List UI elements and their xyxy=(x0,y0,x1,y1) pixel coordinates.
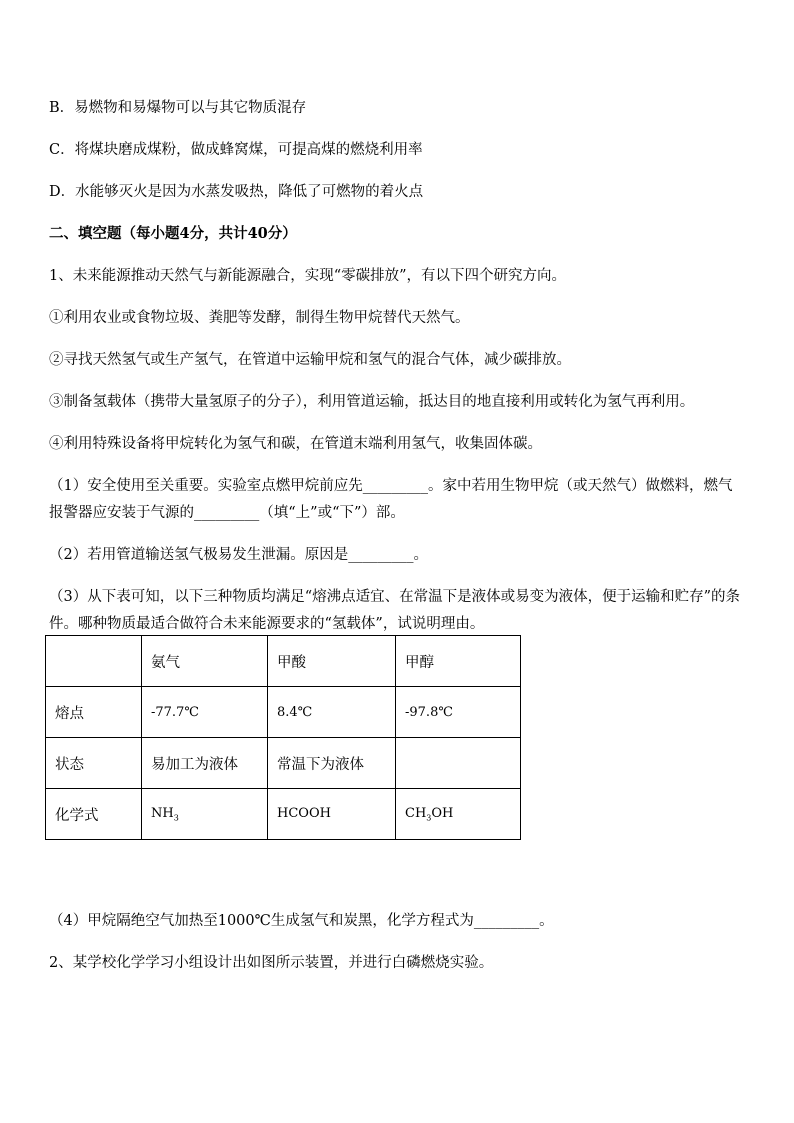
table-row xyxy=(46,687,521,738)
formula-cell xyxy=(268,789,396,840)
table-header-cell: 氨气 xyxy=(142,636,268,687)
formula-main: NH xyxy=(151,805,174,821)
formula-subscript: 3 xyxy=(173,813,179,823)
direction-2: ②寻找天然氢气或生产氢气，在管道中运输甲烷和氢气的混合气体，减少碳排放。 xyxy=(49,352,571,368)
section-title: 二、填空题（每小题4分，共计40分） xyxy=(49,225,297,242)
table-cell: -97.8℃ xyxy=(396,687,521,738)
formula-main: HCOOH xyxy=(277,805,331,821)
subquestion-3: （3）从下表可知，以下三种物质均满足“熔沸点适宜、在常温下是液体或易变为液体，便于运输和贮存”的条件。哪种物质最适合做符合未来能源要求的“氢载体”，试说明理由。 xyxy=(49,589,741,632)
table-header-cell: 甲酸 xyxy=(268,636,396,687)
formula-tail: OH xyxy=(431,805,454,821)
subquestion-1: （1）安全使用至关重要。实验室点燃甲烷前应先_________。家中若用生物甲烷（或天然气）做燃料，燃气报警器应安装于气源的_________（填“上”或“下”）部。 xyxy=(49,478,733,521)
table-row-label: 状态 xyxy=(46,738,142,789)
table-cell: 8.4℃ xyxy=(268,687,396,738)
option-d: D．水能够灭火是因为水蒸发吸热，降低了可燃物的着火点 xyxy=(49,184,424,200)
table-header-row xyxy=(46,636,521,687)
question-2-intro: 2、某学校化学学习小组设计出如图所示装置，并进行白磷燃烧实验。 xyxy=(49,955,494,971)
option-c: C．将煤块磨成煤粉，做成蜂窝煤，可提高煤的燃烧利用率 xyxy=(49,142,423,158)
direction-3: ③制备氢载体（携带大量氢原子的分子），利用管道运输，抵达目的地直接利用或转化为氢气再利用。 xyxy=(49,394,695,410)
table-cell: 易加工为液体 xyxy=(142,738,268,789)
table-row-label: 化学式 xyxy=(46,789,142,840)
direction-4: ④利用特殊设备将甲烷转化为氢气和碳，在管道末端利用氢气，收集固体碳。 xyxy=(49,436,542,452)
option-b: B．易燃物和易爆物可以与其它物质混存 xyxy=(49,100,307,116)
formula-subscript: 3 xyxy=(426,813,432,823)
formula-main: CH xyxy=(405,805,427,821)
question-1-intro: 1、未来能源推动天然气与新能源融合，实现“零碳排放”，有以下四个研究方向。 xyxy=(49,268,567,284)
formula-cell xyxy=(396,789,521,840)
table-row xyxy=(46,789,521,840)
table-header-cell: 甲醇 xyxy=(396,636,521,687)
table-cell: -77.7℃ xyxy=(142,687,268,738)
table-header-cell xyxy=(46,636,142,687)
table-row-label: 熔点 xyxy=(46,687,142,738)
subquestion-4: （4）甲烷隔绝空气加热至1000℃生成氢气和炭黑，化学方程式为_________。 xyxy=(49,913,554,929)
table-row xyxy=(46,738,521,789)
properties-table xyxy=(45,635,521,840)
table-cell xyxy=(396,738,521,789)
table-cell: 常温下为液体 xyxy=(268,738,396,789)
direction-1: ①利用农业或食物垃圾、粪肥等发酵，制得生物甲烷替代天然气。 xyxy=(49,310,470,326)
subquestion-2: （2）若用管道输送氢气极易发生泄漏。原因是_________。 xyxy=(49,547,428,563)
formula-cell xyxy=(142,789,268,840)
